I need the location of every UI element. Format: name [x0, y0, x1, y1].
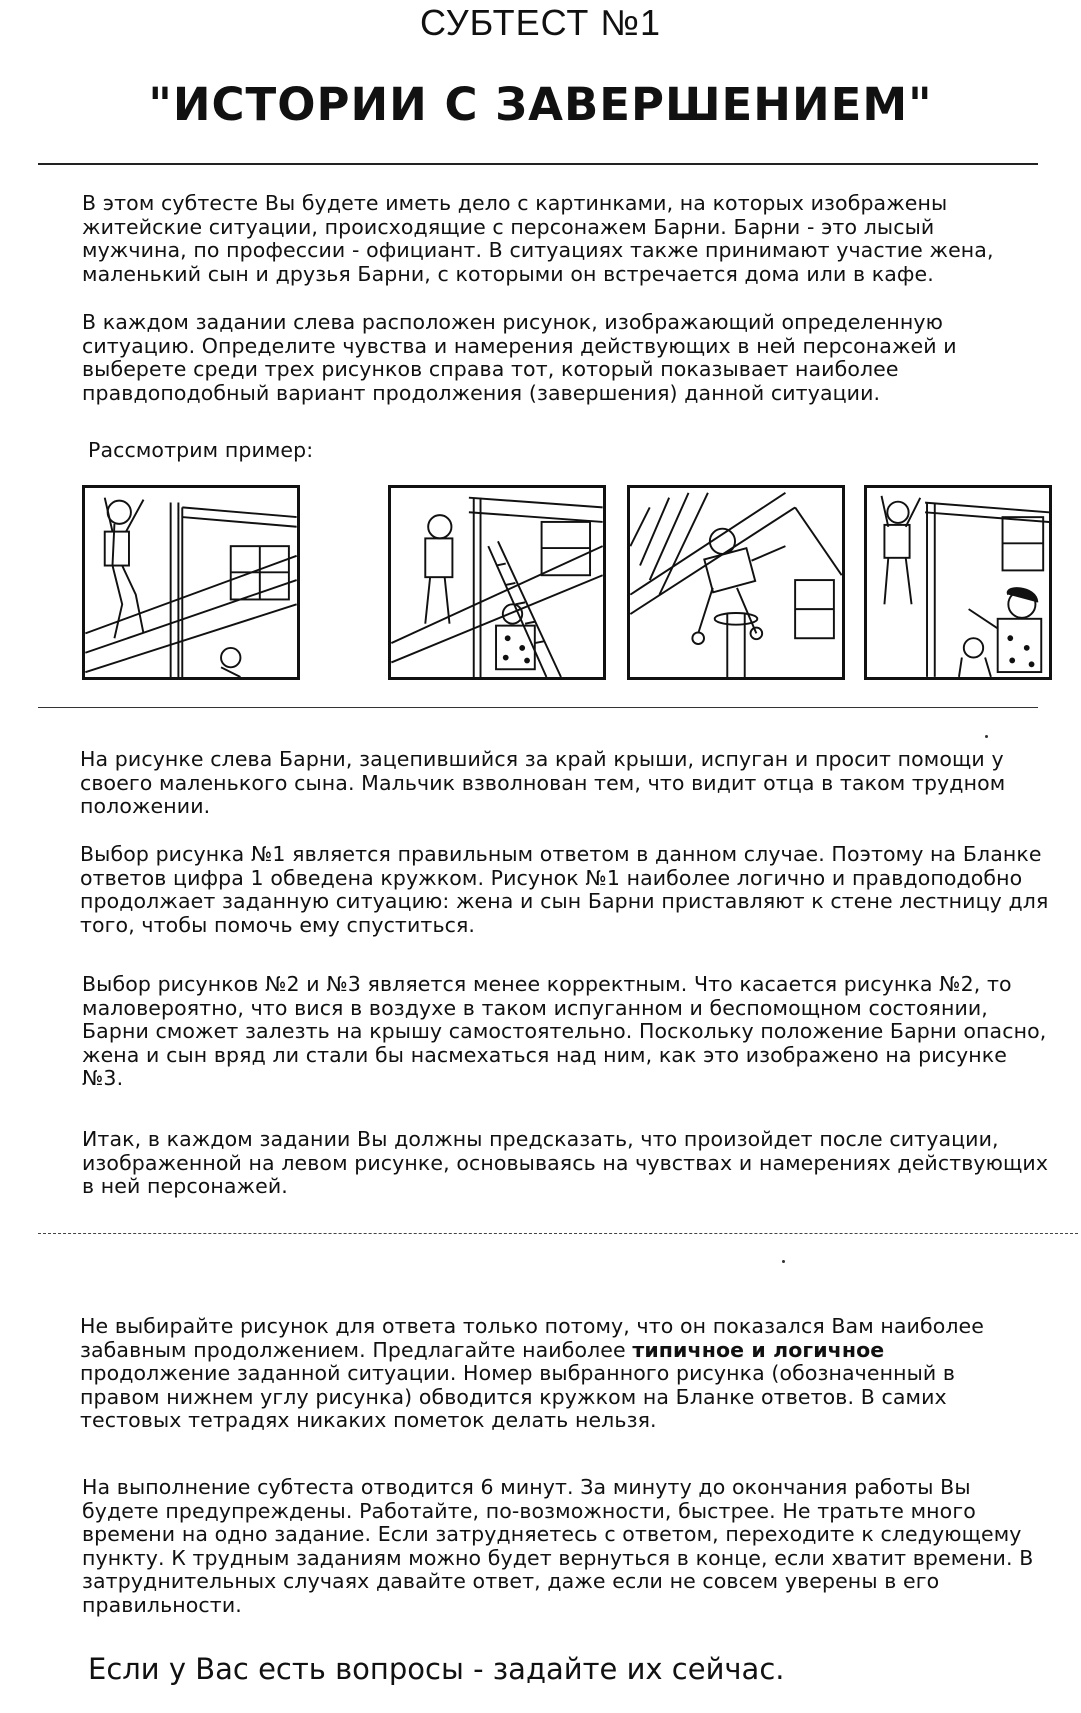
divider-top	[38, 163, 1038, 165]
instructions-p1-bold: типичное и логичное	[632, 1337, 885, 1362]
example-panel-option-2	[627, 485, 845, 680]
instructions-paragraph-1	[80, 1315, 1040, 1433]
family-laughing-illustration	[867, 488, 1049, 677]
man-hanging-from-roof-illustration	[85, 488, 297, 677]
explanation-paragraph-3: Выбор рисунков №2 и №3 является менее корректным. Что касается рисунка №2, то маловероятно, что вися в воздухе в таком испуганном и беспомощном состоянии, Барни сможет залезть на крышу самостоятельно. Поскольку положение Барни опасно, жена и сын вряд ли стали бы насмехаться над ним, как это изображено на рисунке №3.	[82, 972, 1047, 1090]
man-climbing-onto-roof-illustration	[630, 488, 842, 677]
explanation-paragraph-1: На рисунке слева Барни, зацепившийся за край крыши, испуган и просит помощи у своего маленького сына. Мальчик взволнован тем, что видит отца в таком трудном положении.	[80, 747, 1006, 818]
closing-question: Если у Вас есть вопросы - задайте их сейчас.	[88, 1652, 785, 1686]
intro-paragraph-1: В этом субтесте Вы будете иметь дело с картинками, на которых изображены житейские ситуации, происходящие с персонажем Барни. Барни - это лысый мужчина, по профессии - официант. В ситуациях также принимают участие жена, маленький сын и друзья Барни, с которыми он встречается дома или в кафе.	[82, 191, 994, 286]
speck-2	[782, 1260, 785, 1263]
intro-paragraph-2: В каждом задании слева расположен рисунок, изображающий определенную ситуацию. Определите чувства и намерения действующих в ней персонажей и выберете среди трех рисунков справа тот, который показывает наиболее правдоподобный вариант продолжения (завершения) данной ситуации.	[82, 310, 957, 405]
example-label: Рассмотрим пример:	[88, 438, 314, 462]
example-panel-option-1	[388, 485, 606, 680]
page-title: СУБТЕСТ №1	[419, 2, 662, 43]
example-panel-situation	[82, 485, 300, 680]
instructions-paragraph-2: На выполнение субтеста отводится 6 минут. За минуту до окончания работы Вы будете предупреждены. Работайте, по-возможности, быстрее. Не тратьте много времени на одно задание. Если затрудняетесь с ответом, переходите к следующему пункту. К трудным заданиям можно будет вернуться в конце, если хватит времени. В затруднительных случаях давайте ответ, даже если не совсем уверены в его правильности.	[82, 1475, 1034, 1617]
instructions-p1-after: продолжение заданной ситуации. Номер выбранного рисунка (обозначенный в правом нижнем углу рисунка) обводится кружком на Бланке ответов. В самих тестовых тетрадях никаких пометок делать нельзя.	[80, 1361, 956, 1432]
ladder-rescue-illustration	[391, 488, 603, 677]
explanation-paragraph-4: Итак, в каждом задании Вы должны предсказать, что произойдет после ситуации, изображенной на левом рисунке, основываясь на чувствах и намерениях действующих в ней персонажей.	[82, 1127, 1049, 1198]
speck	[985, 735, 988, 738]
instructions-p1-before: Не выбирайте рисунок для ответа только потому, что он показался Вам наиболее забавным продолжением. Предлагайте наиболее	[80, 1314, 984, 1362]
page-subtitle: "ИСТОРИИ С ЗАВЕРШЕНИЕМ"	[148, 78, 933, 131]
example-panel-option-3	[864, 485, 1052, 680]
divider-after-example	[38, 707, 1038, 708]
explanation-paragraph-2: Выбор рисунка №1 является правильным ответом в данном случае. Поэтому на Бланке ответов цифра 1 обведена кружком. Рисунок №1 наиболее логично и правдоподобно продолжает заданную ситуацию: жена и сын Барни приставляют к стене лестницу для того, чтобы помочь ему спуститься.	[80, 842, 1049, 937]
divider-dashed	[38, 1233, 1078, 1234]
